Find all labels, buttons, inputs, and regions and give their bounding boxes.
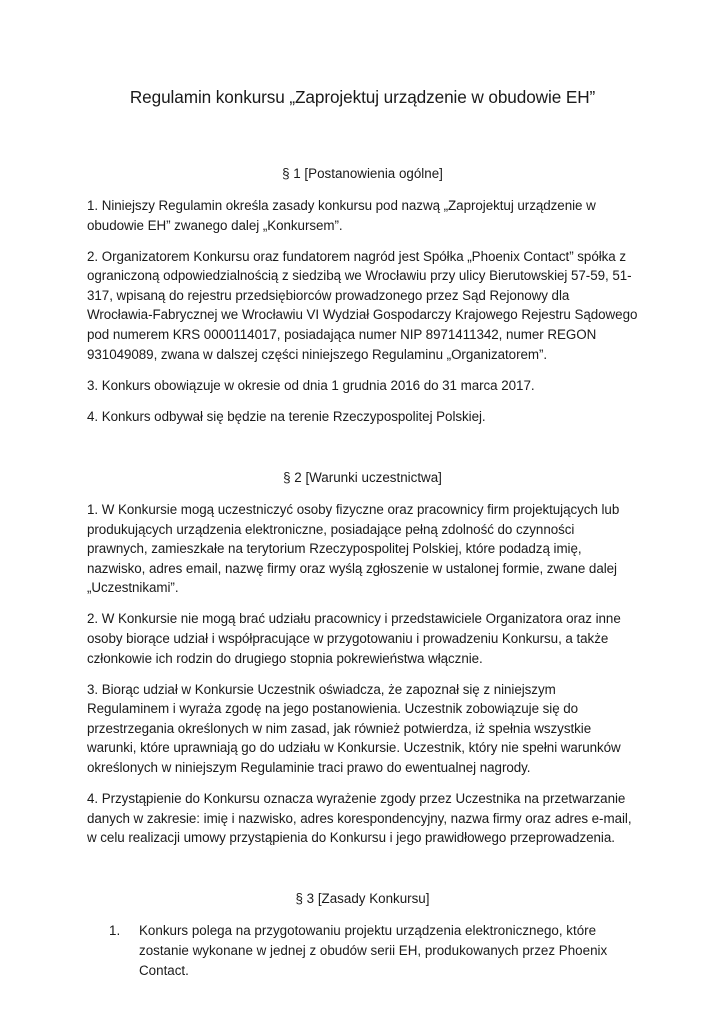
section-3 [87, 889, 638, 980]
document-title: Regulamin konkursu „Zaprojektuj urządzenie w obudowie EH” [129, 87, 596, 107]
list-item-text: Konkurs polega na przygotowaniu projektu urządzenia elektronicznego, które zostanie wykonane w jednej z obudów serii EH, produkowanych przez Phoenix Contact. [139, 923, 608, 978]
list-item-number: 1. [109, 923, 121, 939]
section-2 [87, 468, 638, 848]
section-spacer [87, 438, 638, 468]
paragraph: 1. W Konkursie mogą uczestniczyć osoby fizyczne oraz pracownicy firm projektujących lub produkujących urządzenia elektroniczne, posiadające pełną zdolność do czynności prawnych, zamieszkałe na terytorium Rzeczypospolitej Polskiej, które podadzą imię, nazwisko, adres email, nazwę firmy oraz wyślą zgłoszenie w ustalonej formie, zwane dalej „Uczestnikami”. [87, 501, 620, 596]
paragraph: 4. Przystąpienie do Konkursu oznacza wyrażenie zgody przez Uczestnika na przetwarzanie danych w zakresie: imię i nazwisko, adres korespondencyjny, nazwa firmy oraz adres e-mail, w celu realizacji umowy przystąpienia do Konkursu i jego prawidłowego przeprowadzenia. [87, 791, 632, 846]
section-heading: § 2 [Warunki uczestnictwa] [283, 469, 442, 485]
paragraph: 2. W Konkursie nie mogą brać udziału pracownicy i przedstawiciele Organizatora oraz inne osoby biorące udział i współpracujące w przygotowaniu i prowadzeniu Konkursu, a także członkowie ich rodzin do drugiego stopnia pokrewieństwa włącznie. [87, 611, 621, 666]
paragraph: 1. Niniejszy Regulamin określa zasady konkursu pod nazwą „Zaprojektuj urządzenie w obudowie EH” zwanego dalej „Konkursem”. [87, 198, 596, 233]
paragraph: 3. Konkurs obowiązuje w okresie od dnia 1 grudnia 2016 do 31 marca 2017. [87, 377, 535, 393]
paragraph: 3. Biorąc udział w Konkursie Uczestnik oświadcza, że zapoznał się z niniejszym Regulaminem i wyraża zgodę na jego postanowienia. Uczestnik zobowiązuje się do przestrzegania określonych w nim zasad, jak również potwierdza, iż spełnia wszystkie warunki, które uprawniają go do udziału w Konkursie. Uczestnik, który nie spełni warunków określonych w niniejszym Regulaminie traci prawo do ewentualnej nagrody. [87, 681, 621, 776]
section-heading: § 3 [Zasady Konkursu] [295, 891, 430, 907]
list-item [87, 921, 638, 980]
section-spacer [87, 859, 638, 889]
section-1 [87, 164, 638, 426]
paragraph: 2. Organizatorem Konkursu oraz fundatorem nagród jest Spółka „Phoenix Contact” spółka z ograniczoną odpowiedzialnością z siedzibą we Wrocławiu przy ulicy Bierutowskiej 57-59, 51-317, wpisaną do rejestru przedsiębiorców prowadzonego przez Sąd Rejonowy dla Wrocławia-Fabrycznej we Wrocławiu VI Wydział Gospodarczy Krajowego Rejestru Sądowego pod numerem KRS 0000114017, posiadająca numer NIP 8971411342, numer REGON 931049089, zwana w dalszej części niniejszego Regulaminu „Organizatorem”. [87, 248, 638, 362]
paragraph: 4. Konkurs odbywał się będzie na terenie Rzeczypospolitej Polskiej. [87, 408, 486, 424]
section-heading: § 1 [Postanowienia ogólne] [282, 166, 443, 181]
